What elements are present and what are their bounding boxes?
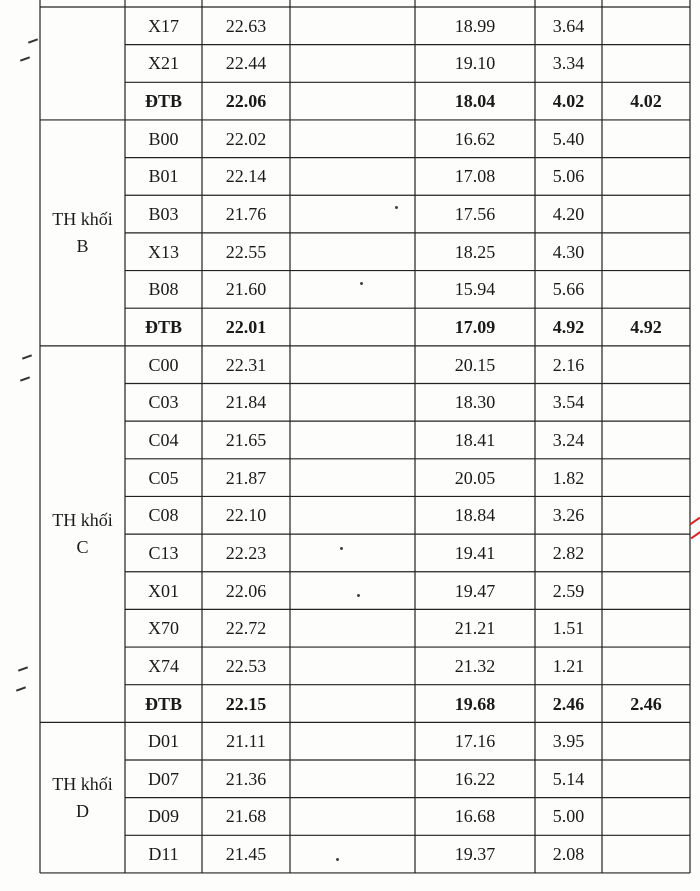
col4-cell: 17.09 [454,317,496,338]
diff-cell: 3.54 [552,392,585,413]
diff-cell: 5.00 [552,806,585,827]
diff-cell: 2.46 [552,693,585,714]
code-cell: B08 [148,279,179,300]
score-cell: 22.53 [225,655,267,676]
diff-cell: 5.40 [552,128,585,149]
diff-cell: 4.92 [552,317,585,338]
col4-cell: 15.94 [454,279,496,300]
diff-cell: 1.21 [552,655,585,676]
col4-cell: 16.68 [454,806,496,827]
code-cell: X17 [148,15,179,36]
score-cell: 22.10 [225,505,267,526]
col4-cell: 19.37 [454,844,496,865]
code-cell: X13 [148,241,179,262]
code-cell: C00 [148,354,179,375]
col4-cell: 19.41 [454,542,496,563]
diff-cell: 4.30 [552,241,585,262]
score-cell: 22.02 [225,128,267,149]
col4-cell: 20.15 [454,354,496,375]
group-label: TH khối B [52,208,113,256]
scan-dot [336,858,339,861]
score-cell: 21.76 [225,204,267,225]
score-cell: 21.45 [225,844,267,865]
col4-cell: 18.04 [454,91,496,112]
score-cell: 22.06 [225,580,267,601]
score-cell: 22.01 [225,317,267,338]
code-cell: D07 [148,768,179,789]
code-cell: C04 [148,429,179,450]
col4-cell: 17.16 [454,731,496,752]
diff-cell: 2.82 [552,542,585,563]
score-cell: 21.84 [225,392,267,413]
col4-cell: 20.05 [454,467,496,488]
col4-cell: 19.47 [454,580,496,601]
col4-cell: 18.25 [454,241,496,262]
score-cell: 21.60 [225,279,267,300]
col4-cell: 21.32 [454,655,496,676]
diff-cell: 5.66 [552,279,585,300]
diff-cell: 2.08 [552,844,585,865]
score-cell: 22.06 [225,91,267,112]
code-cell: ĐTB [144,317,183,338]
diff-cell: 3.24 [552,429,585,450]
col4-cell: 18.30 [454,392,496,413]
scan-dot [395,206,398,209]
score-cell: 21.68 [225,806,267,827]
score-cell: 22.63 [225,15,267,36]
col4-cell: 21.21 [454,618,496,639]
col4-cell: 18.99 [454,15,496,36]
diff-cell: 4.02 [552,91,585,112]
code-cell: D11 [148,844,179,865]
diff-cell: 2.59 [552,580,585,601]
score-cell: 22.31 [225,354,267,375]
code-cell: C05 [148,467,179,488]
diff-cell: 4.20 [552,204,585,225]
code-cell: D09 [148,806,179,827]
score-cell: 21.11 [226,731,266,752]
diff-cell: 5.06 [552,166,585,187]
col4-cell: 19.10 [454,53,496,74]
code-cell: B00 [148,128,179,149]
score-cell: 21.36 [225,768,267,789]
score-cell: 22.44 [225,53,267,74]
code-cell: X21 [148,53,179,74]
score-cell: 22.23 [225,542,267,563]
col4-cell: 18.41 [454,429,496,450]
avg-cell: 4.92 [630,317,662,338]
diff-cell: 5.14 [552,768,585,789]
code-cell: ĐTB [144,693,183,714]
diff-cell: 1.82 [552,467,585,488]
col4-cell: 16.62 [454,128,496,149]
group-label: TH khối D [52,773,113,821]
score-cell: 22.14 [225,166,267,187]
group-label: TH khối C [52,510,113,558]
scan-dot [360,282,363,285]
code-cell: X74 [148,655,179,676]
diff-cell: 2.16 [552,354,585,375]
score-cell: 22.55 [225,241,267,262]
code-cell: ĐTB [144,91,183,112]
code-cell: X01 [148,580,179,601]
diff-cell: 3.64 [552,15,585,36]
avg-cell: 4.02 [630,91,662,112]
col4-cell: 16.22 [454,768,496,789]
diff-cell: 3.34 [552,53,585,74]
code-cell: C08 [148,505,179,526]
code-cell: X70 [148,618,179,639]
col4-cell: 17.56 [454,204,496,225]
code-cell: C13 [148,542,179,563]
diff-cell: 3.95 [552,731,585,752]
score-cell: 22.15 [225,693,267,714]
score-cell: 21.65 [225,429,267,450]
scan-dot [357,594,360,597]
avg-cell: 2.46 [630,693,662,714]
scan-dot [340,547,343,550]
code-cell: D01 [148,731,179,752]
code-cell: C03 [148,392,179,413]
score-cell: 21.87 [225,467,267,488]
col4-cell: 17.08 [454,166,496,187]
diff-cell: 1.51 [552,618,585,639]
diff-cell: 3.26 [552,505,585,526]
col4-cell: 19.68 [454,693,496,714]
code-cell: B01 [148,166,179,187]
col4-cell: 18.84 [454,505,496,526]
score-cell: 22.72 [225,618,267,639]
code-cell: B03 [148,204,179,225]
